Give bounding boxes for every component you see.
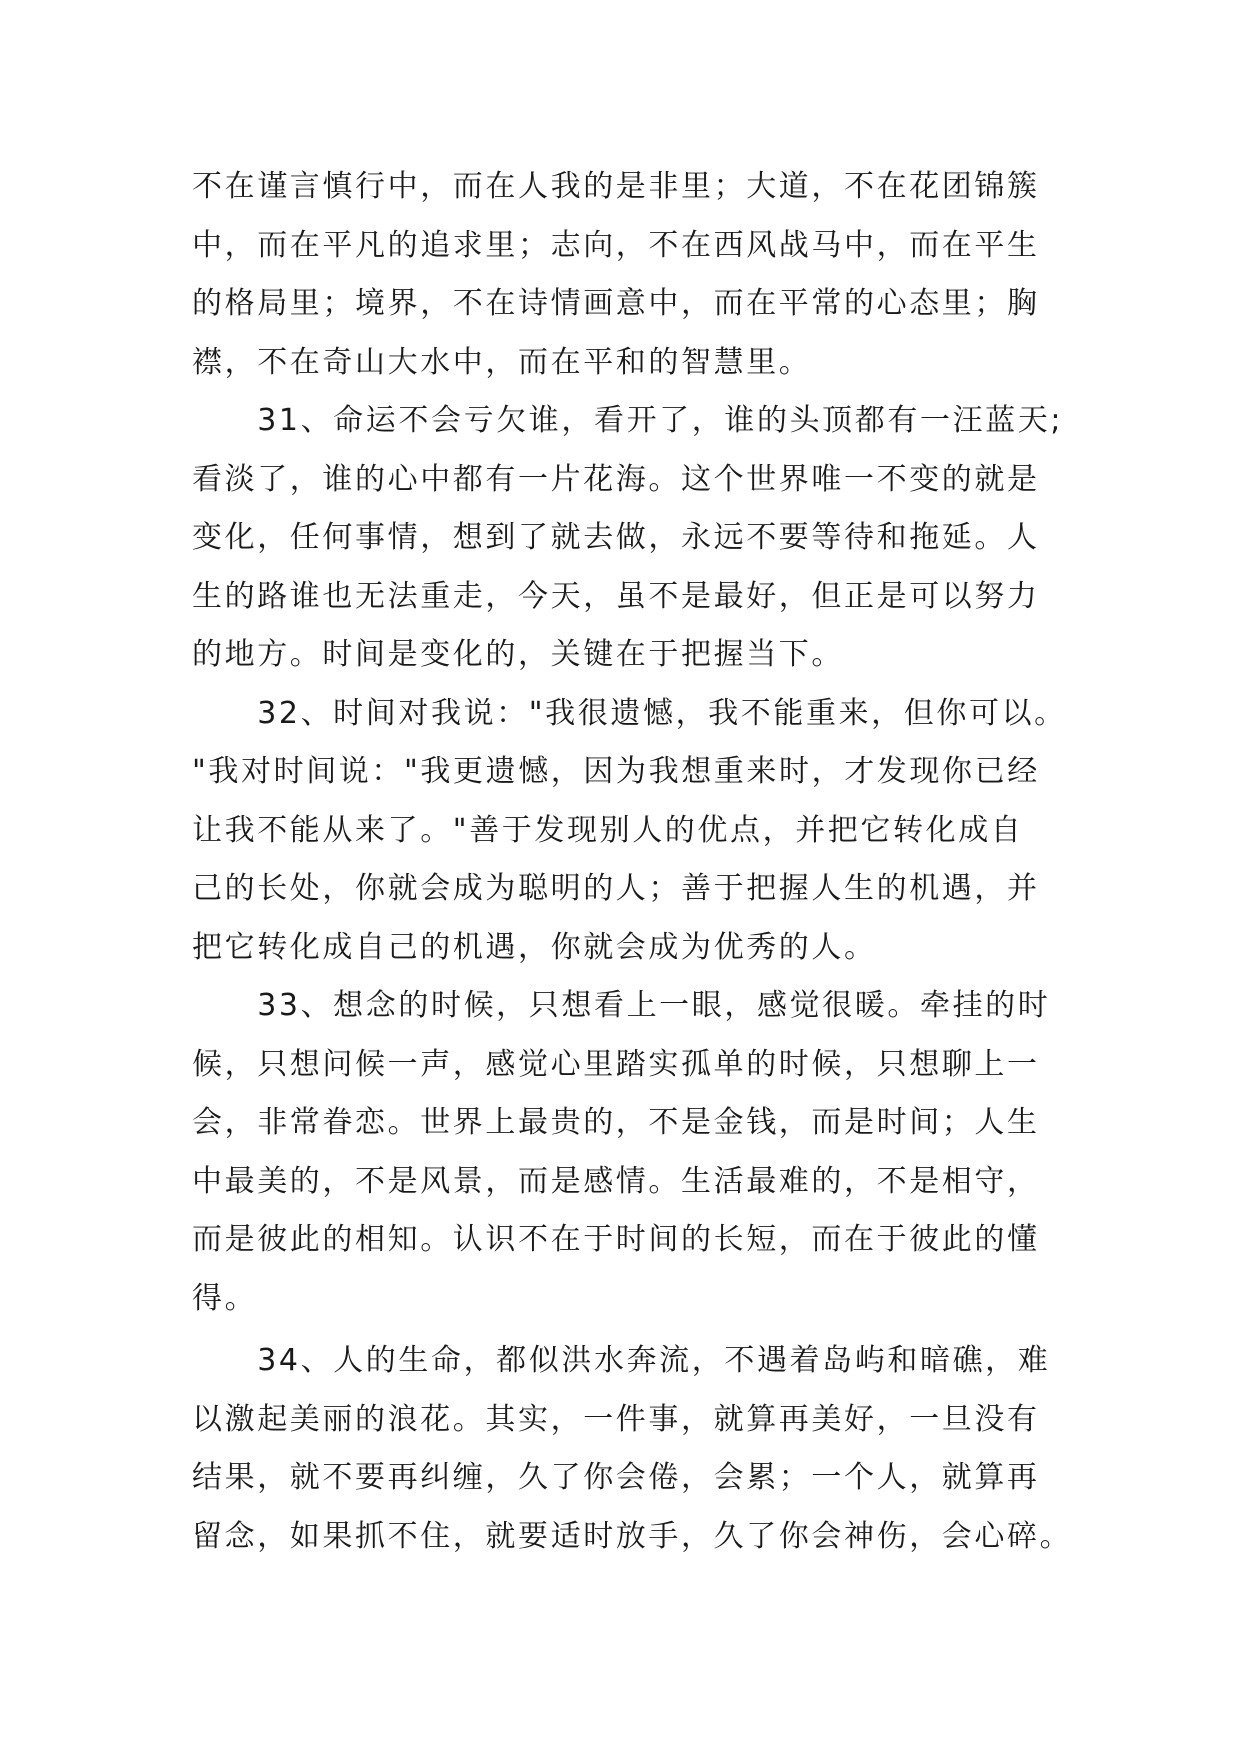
- text-line: 的格局里；境界，不在诗情画意中，而在平常的心态里；胸: [192, 286, 1040, 321]
- text-line: 中最美的，不是风景，而是感情。生活最难的，不是相守，: [192, 1163, 1040, 1199]
- text-line: 结果，就不要再纠缠，久了你会倦，会累；一个人，就算再: [192, 1460, 1040, 1495]
- text-line: 而是彼此的相知。认识不在于时间的长短，而在于彼此的懂: [192, 1222, 1040, 1257]
- paragraph-32: [192, 685, 1072, 978]
- text-line: 33、想念的时候，只想看上一眼，感觉很暖。牵挂的时: [192, 988, 1051, 1023]
- text-line: 以激起美丽的浪花。其实，一件事，就算再美好，一旦没有: [192, 1401, 1040, 1437]
- text-line: 不在谨言慎行中，而在人我的是非里；大道，不在花团锦簇: [192, 169, 1040, 204]
- text-line: "我对时间说："我更遗憾，因为我想重来时，才发现你已经: [192, 754, 1040, 789]
- text-line: 看淡了，谁的心中都有一片花海。这个世界唯一不变的就是: [192, 461, 1040, 497]
- text-line: 候，只想问候一声，感觉心里踏实孤单的时候，只想聊上一: [192, 1046, 1040, 1082]
- paragraph-34: [192, 1332, 1072, 1566]
- text-line: 变化，任何事情，想到了就去做，永远不要等待和拖延。人: [192, 520, 1040, 555]
- text-line: 31、命运不会亏欠谁，看开了，谁的头顶都有一汪蓝天;: [192, 403, 1064, 438]
- text-line: 会，非常眷恋。世界上最贵的，不是金钱，而是时间；人生: [192, 1105, 1040, 1140]
- text-line: 得。: [192, 1280, 258, 1316]
- text-line: 留念，如果抓不住，就要适时放手，久了你会神伤，会心碎。: [192, 1518, 1073, 1554]
- paragraph-1: [192, 158, 1072, 392]
- text-line: 让我不能从来了。"善于发现别人的优点，并把它转化成自: [192, 812, 1024, 848]
- text-line: 把它转化成自己的机遇，你就会成为优秀的人。: [192, 929, 877, 965]
- document-body: [192, 158, 1072, 1566]
- text-line: 的地方。时间是变化的，关键在于把握当下。: [192, 637, 844, 672]
- text-line: 34、人的生命，都似洪水奔流，不遇着岛屿和暗礁，难: [192, 1343, 1051, 1378]
- text-line: 中，而在平凡的追求里；志向，不在西风战马中，而在平生: [192, 227, 1040, 263]
- text-line: 襟，不在奇山大水中，而在平和的智慧里。: [192, 344, 812, 380]
- paragraph-31: [192, 392, 1072, 685]
- paragraph-33: [192, 977, 1072, 1328]
- text-line: 己的长处，你就会成为聪明的人；善于把握人生的机遇，并: [192, 871, 1040, 906]
- text-line: 生的路谁也无法重走，今天，虽不是最好，但正是可以努力: [192, 578, 1040, 614]
- text-line: 32、时间对我说："我很遗憾，我不能重来，但你可以。: [192, 695, 1067, 731]
